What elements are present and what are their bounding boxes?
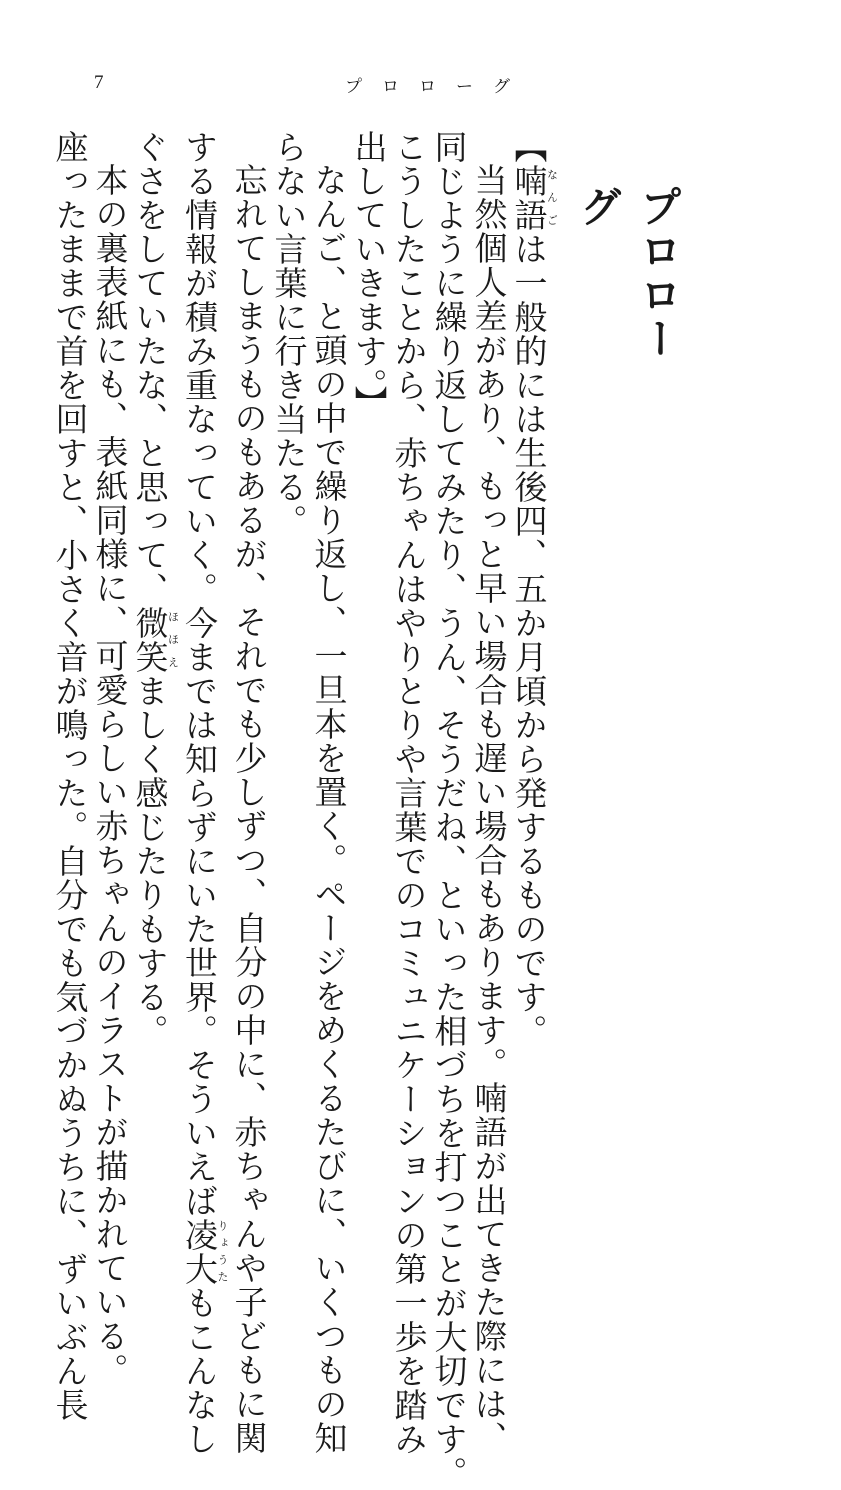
text-segment: もこんなし xyxy=(180,1286,219,1456)
paragraph-line: こうしたことから、赤ちゃんはやりとりや言葉でのコミュニケーションの第一歩を踏み xyxy=(389,130,429,1456)
text-segment: は一般的には生後四、五か月頃から発するものです。 xyxy=(509,232,549,1048)
paragraph-line: 座ったままで首を回すと、小さく音が鳴った。自分でも気づかぬうちに、ずいぶん長 xyxy=(50,130,90,1422)
paragraph-line xyxy=(509,130,559,1110)
body-text xyxy=(50,130,559,1490)
ruby-reading: ほほえ xyxy=(166,606,180,674)
paragraph-line: 当然個人差があり、もっと早い場合も遅い場合もあります。喃語が出てきた際には、 xyxy=(469,163,509,1455)
chapter-title: プロローグ xyxy=(574,185,683,361)
paragraph-line xyxy=(130,130,180,1110)
paragraph-line: なんご、と頭の中で繰り返し、一旦本を置く。ページをめくるたびに、いくつもの知 xyxy=(309,163,349,1455)
paragraph-line: らない言葉に行き当たる。 xyxy=(269,130,309,538)
ruby-base: 凌大 xyxy=(180,1218,219,1286)
ruby-reading: りょうた xyxy=(216,1218,229,1286)
ruby-base: 喃語 xyxy=(509,164,549,232)
page-number: 7 xyxy=(94,72,104,93)
paragraph-line xyxy=(179,130,229,1456)
paragraph-line: 出していきます。】 xyxy=(349,130,389,420)
paragraph-line: 忘れてしまうものもあるが、それでも少しずつ、自分の中に、赤ちゃんや子どもに関 xyxy=(229,163,269,1455)
ruby-word xyxy=(180,1218,229,1286)
paragraph-line: 本の裏表紙にも、表紙同様に、可愛らしい赤ちゃんのイラストが描かれている。 xyxy=(90,163,130,1387)
running-header: プロローグ xyxy=(345,77,530,97)
text-segment: する情報が積み重なっていく。今までは知らずにいた世界。そういえば xyxy=(180,130,219,1218)
text-segment: ぐさをしていたな、と思って、 xyxy=(130,130,170,606)
text-segment: ましく感じたりもする。 xyxy=(130,674,170,1048)
paragraph-line: 同じように繰り返してみたり、うん、そうだね、といった相づちを打つことが大切です。 xyxy=(429,130,469,1490)
bracket-open: 【 xyxy=(509,130,549,164)
ruby-reading: なんご xyxy=(545,164,559,232)
ruby-word xyxy=(509,164,559,232)
ruby-base: 微笑 xyxy=(130,606,170,674)
ruby-word xyxy=(130,606,180,674)
